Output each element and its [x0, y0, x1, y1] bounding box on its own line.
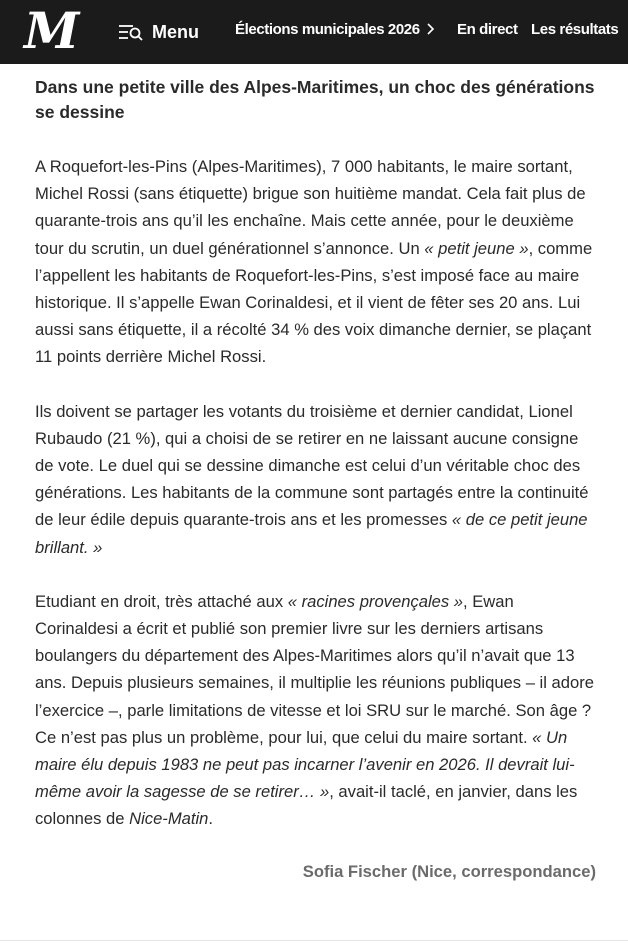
article-content	[35, 75, 600, 882]
top-navigation-bar	[0, 0, 628, 64]
bottom-divider	[0, 940, 628, 941]
article-headline: Dans une petite ville des Alpes-Maritimes, un choc des générations se dessine	[35, 77, 595, 122]
le-monde-logo[interactable]: M	[24, 1, 78, 60]
nav-link-resultats[interactable]: Les résultats	[531, 21, 619, 38]
paragraph-2	[35, 398, 600, 561]
quote-petit-jeune: « petit jeune »	[424, 238, 529, 258]
paragraph-3-text-b: , Ewan Corinaldesi a écrit et publié son premier livre sur les derniers artisans boulangers du département des Alpes-Maritimes alors qu’il n’avait que 13 ans. Depuis plusieurs semaines, il multiplie les réunions publiques – il adore l’exercice –, parle limitations de vitesse et loi SRU sur le marché. Son âge ? Ce n’est pas plus un problème, pour lui, que celui du maire sortant.	[35, 591, 594, 747]
paragraph-1-text-b: , comme l’appellent les habitants de Roquefort-les-Pins, s’est imposé face au maire historique. Il s’appelle Ewan Corinaldesi, et il vient de fêter ses 20 ans. Lui aussi sans étiquette, il a récolté 34 % des voix dimanche dernier, se plaçant 11 points derrière Michel Rossi.	[35, 238, 593, 367]
menu-search-icon	[118, 22, 144, 42]
paragraph-1-text-a: A Roquefort-les-Pins (Alpes-Maritimes), 7 000 habitants, le maire sortant, Michel Rossi (sans étiquette) brigue son huitième mandat. Cela fait plus de quarante-trois ans qu’il les enchaîne. Mais cette année, pour le deuxième tour du scrutin, un duel générationnel s’annonce. Un	[35, 157, 586, 258]
paragraph-2-text-a: Ils doivent se partager les votants du troisième et dernier candidat, Lionel Rubaudo (21 %), qui a choisi de se retirer en ne laissant aucune consigne de vote. Le duel qui se dessine dimanche est celui d’un véritable choc des générations. Les habitants de la commune sont partagés entre la continuité de leur édile depuis quarante-trois ans et les promesses	[35, 401, 589, 530]
source-nice-matin: Nice-Matin	[129, 809, 209, 829]
paragraph-3-text-a: Etudiant en droit, très attaché aux	[35, 591, 288, 611]
menu-button[interactable]	[118, 18, 199, 46]
chevron-right-icon[interactable]	[426, 20, 436, 38]
quote-maire-elu: « Un maire élu depuis 1983 ne peut pas incarner l’avenir en 2026. Il devrait lui-même avoir la sagesse de se retirer… »	[35, 727, 575, 802]
quote-racines-provencales: « racines provençales »	[287, 591, 464, 611]
paragraph-1	[35, 153, 600, 371]
quote-petit-jeune-brillant: « de ce petit jeune brillant. »	[35, 510, 588, 557]
nav-link-elections[interactable]: Élections municipales 2026	[235, 21, 420, 38]
author-signature: Sofia Fischer (Nice, correspondance)	[302, 861, 596, 881]
paragraph-3-text-d: .	[208, 809, 214, 829]
nav-link-en-direct[interactable]: En direct	[457, 21, 518, 38]
paragraph-3	[35, 588, 600, 833]
paragraph-3-text-c: , avait-il taclé, en janvier, dans les colonnes de	[35, 782, 578, 829]
menu-label: Menu	[152, 21, 199, 42]
